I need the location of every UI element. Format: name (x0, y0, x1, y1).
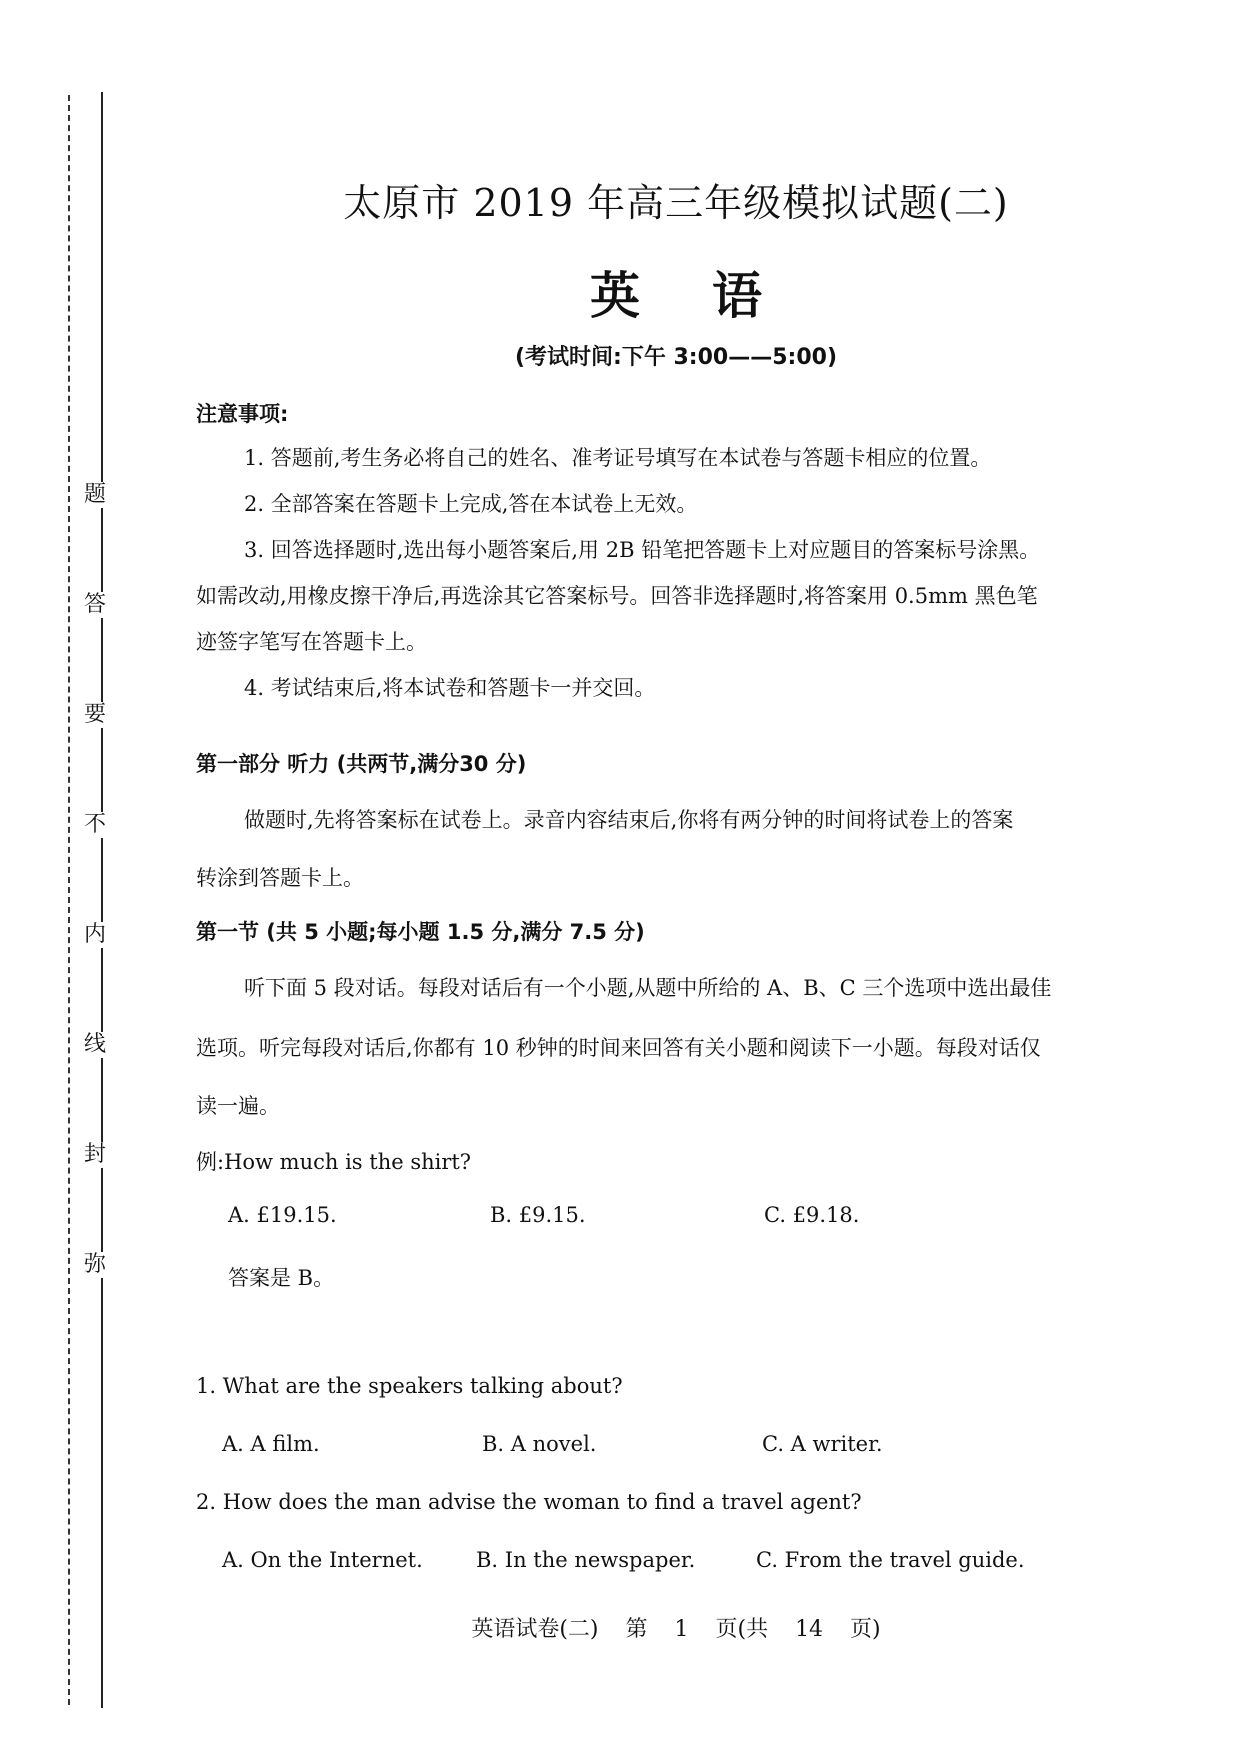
part1-heading: 第一部分 听力 (共两节,满分30 分) (196, 752, 527, 776)
example-option-a: A. £19.15. (228, 1203, 337, 1227)
exam-time: (考试时间:下午 3:00——5:00) (514, 345, 837, 370)
note-item-continuation: 如需改动,用橡皮擦干净后,再选涂其它答案标号。回答非选择题时,将答案用 0.5mm 黑色笔 (196, 584, 1038, 608)
note-item: 2. 全部答案在答题卡上完成,答在本试卷上无效。 (244, 492, 698, 516)
question-1: 1. What are the speakers talking about? (196, 1374, 623, 1398)
seal-char: 封 (83, 1142, 106, 1167)
question-2: 2. How does the man advise the woman to find a travel agent? (196, 1490, 862, 1514)
notes-heading: 注意事项: (196, 402, 289, 426)
seal-char: 弥 (83, 1252, 106, 1277)
seal-char: 答 (83, 592, 106, 617)
page-footer: 英语试卷(二) 第 1 页(共 14 页) (471, 1617, 881, 1642)
seal-char: 不 (83, 812, 106, 837)
example-question: 例:How much is the shirt? (196, 1150, 472, 1174)
note-item: 1. 答题前,考生务必将自己的姓名、准考证号填写在本试卷与答题卡相应的位置。 (244, 446, 992, 470)
seal-char: 题 (83, 482, 106, 507)
note-item: 3. 回答选择题时,选出每小题答案后,用 2B 铅笔把答题卡上对应题目的答案标号涂黑。 (244, 538, 1041, 562)
question-1-option-b: B. A novel. (482, 1432, 597, 1456)
example-option-c: C. £9.18. (764, 1203, 860, 1227)
note-item: 4. 考试结束后,将本试卷和答题卡一并交回。 (244, 676, 656, 700)
section1-intro: 听下面 5 段对话。每段对话后有一个小题,从题中所给的 A、B、C 三个选项中选出最佳 (244, 976, 1052, 1000)
subject-title: 英语 (590, 267, 834, 325)
section1-intro-continuation: 读一遍。 (196, 1094, 280, 1118)
seal-char: 要 (83, 702, 106, 727)
question-2-option-c: C. From the travel guide. (756, 1548, 1025, 1572)
section1-intro-continuation: 选项。听完每段对话后,你都有 10 秒钟的时间来回答有关小题和阅读下一小题。每段对话仅 (196, 1036, 1041, 1060)
seal-char: 内 (83, 922, 106, 947)
note-item-continuation: 迹签字笔写在答题卡上。 (196, 630, 427, 654)
question-1-option-c: C. A writer. (762, 1432, 883, 1456)
example-answer: 答案是 B。 (228, 1266, 335, 1290)
question-1-option-a: A. A film. (222, 1432, 320, 1456)
section1-heading: 第一节 (共 5 小题;每小题 1.5 分,满分 7.5 分) (196, 920, 645, 944)
example-option-b: B. £9.15. (490, 1203, 586, 1227)
binding-solid-line (101, 92, 103, 1708)
question-2-option-b: B. In the newspaper. (476, 1548, 696, 1572)
question-2-option-a: A. On the Internet. (222, 1548, 423, 1572)
seal-char: 线 (83, 1032, 106, 1057)
part1-intro-continuation: 转涂到答题卡上。 (196, 866, 364, 890)
part1-intro: 做题时,先将答案标在试卷上。录音内容结束后,你将有两分钟的时间将试卷上的答案 (244, 808, 1014, 832)
binding-dashed-line (68, 95, 70, 1705)
page-title: 太原市 2019 年高三年级模拟试题(二) (343, 181, 1009, 225)
